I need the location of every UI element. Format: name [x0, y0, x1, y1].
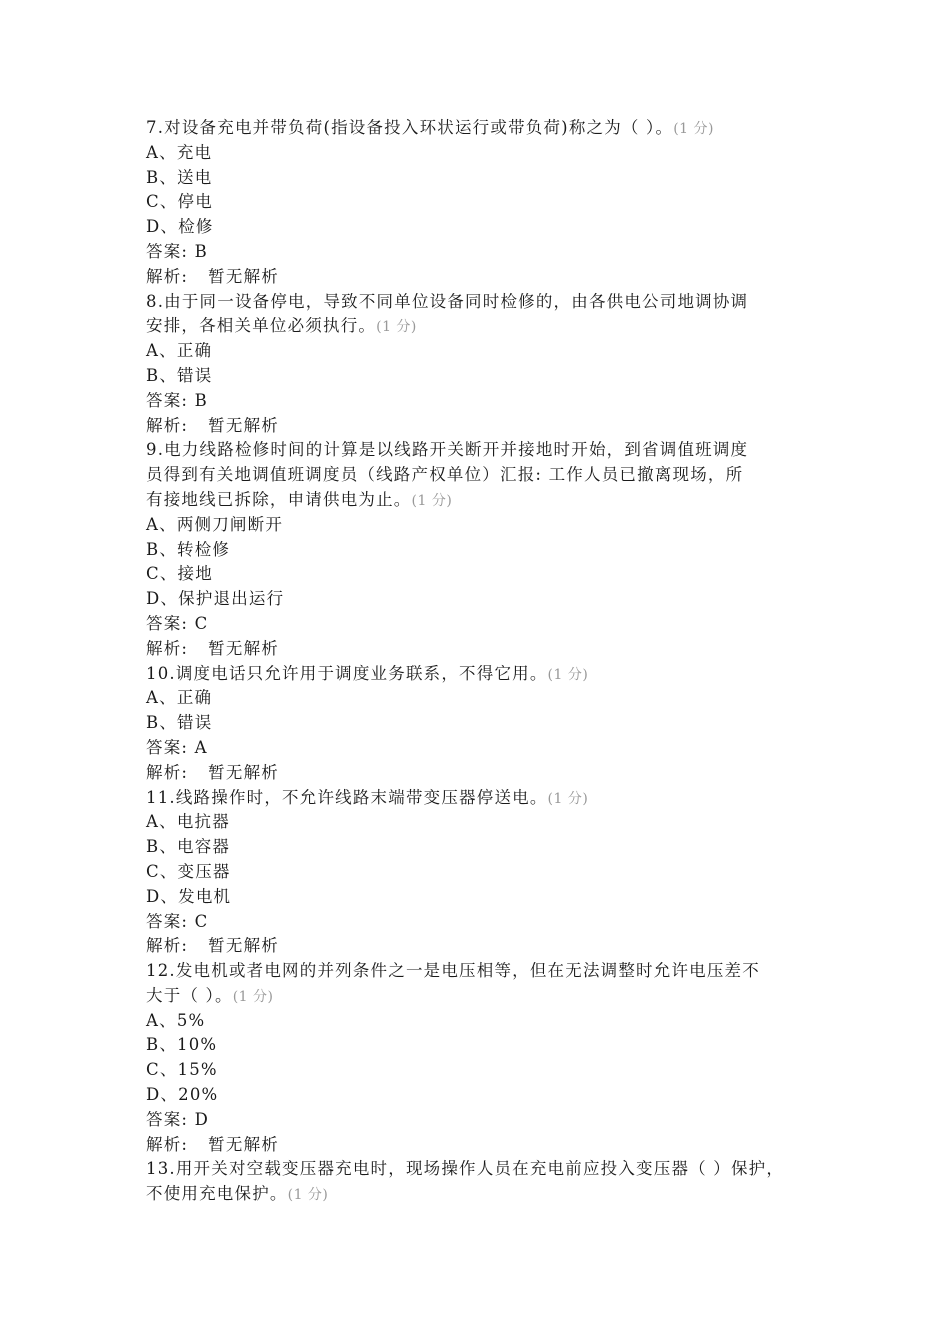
answer-option: B、10% — [146, 1035, 218, 1055]
answer-option: B、错误 — [146, 713, 213, 733]
question-stem-line — [146, 314, 816, 339]
question-stem-text: 员得到有关地调值班调度员（线路产权单位）汇报: 工作人员已撤离现场，所 — [146, 465, 744, 485]
question-score: (1 分) — [287, 1187, 329, 1204]
analysis-label: 解析: — [146, 762, 189, 782]
question-stem-text: 7.对设备充电并带负荷(指设备投入环状运行或带负荷)称之为（ ）。 — [146, 118, 674, 137]
analysis-text: 暂无解析 — [208, 1134, 279, 1154]
answer-option: C、变压器 — [146, 861, 231, 881]
answer-option: D、检修 — [146, 217, 214, 237]
question-stem-text: 不使用充电保护。 — [146, 1184, 288, 1204]
analysis-line — [146, 761, 816, 786]
question-score: (1 分) — [547, 666, 589, 683]
question-stem-line — [146, 116, 816, 141]
answer-key: 答案: C — [146, 911, 209, 931]
question-stem-text: 11.线路操作时，不允许线路末端带变压器停送电。 — [146, 787, 548, 807]
answer-option: A、电抗器 — [146, 812, 230, 832]
answer-option: B、错误 — [146, 365, 213, 385]
analysis-label: 解析: — [146, 266, 189, 286]
answer-option: D、20% — [146, 1085, 219, 1105]
question-stem-line — [146, 786, 816, 811]
answer-option: D、保护退出运行 — [146, 589, 285, 609]
analysis-text: 暂无解析 — [208, 762, 279, 782]
answer-key: 答案: B — [146, 241, 208, 261]
question-block — [146, 959, 816, 1157]
question-score: (1 分) — [376, 319, 417, 336]
answer-option: B、送电 — [146, 167, 213, 187]
analysis-text: 暂无解析 — [208, 415, 279, 435]
question-block — [146, 438, 816, 661]
question-block — [146, 662, 816, 786]
question-stem-line — [146, 438, 816, 463]
answer-option: A、正确 — [146, 341, 213, 361]
answer-option: A、正确 — [146, 688, 213, 708]
answer-option: A、充电 — [146, 142, 213, 162]
answer-option: B、转检修 — [146, 539, 231, 559]
question-stem-text: 12.发电机或者电网的并列条件之一是电压相等，但在无法调整时允许电压差不 — [146, 961, 760, 981]
analysis-text: 暂无解析 — [208, 936, 279, 956]
answer-option: C、15% — [146, 1060, 218, 1080]
question-block — [146, 290, 816, 439]
question-stem-text: 大于（ ）。 — [146, 985, 233, 1005]
question-stem-line — [146, 1182, 816, 1207]
analysis-label: 解析: — [146, 638, 189, 658]
analysis-line — [146, 1133, 816, 1158]
question-stem-line — [146, 290, 816, 315]
analysis-line — [146, 637, 816, 662]
question-block — [146, 786, 816, 960]
question-score: (1 分) — [232, 988, 274, 1005]
question-stem-text: 8.由于同一设备停电，导致不同单位设备同时检修的，由各供电公司地调协调 — [146, 291, 749, 311]
question-stem-text: 13.用开关对空载变压器充电时，现场操作人员在充电前应投入变压器（ ）保护， — [146, 1159, 785, 1179]
question-stem-line — [146, 959, 816, 984]
question-stem-text: 安排，各相关单位必须执行。 — [146, 316, 377, 336]
question-stem-line — [146, 662, 816, 687]
question-stem-line — [146, 488, 816, 513]
question-stem-text: 10.调度电话只允许用于调度业务联系，不得它用。 — [146, 663, 548, 683]
analysis-label: 解析: — [146, 936, 189, 956]
answer-option: A、两侧刀闸断开 — [146, 514, 284, 534]
question-block — [146, 116, 816, 290]
analysis-label: 解析: — [146, 1134, 189, 1154]
answer-option: A、5% — [146, 1010, 206, 1030]
question-stem-line — [146, 984, 816, 1009]
question-stem-line — [146, 463, 816, 488]
answer-option: C、停电 — [146, 192, 213, 212]
analysis-line — [146, 414, 816, 439]
answer-key: 答案: D — [146, 1109, 210, 1129]
answer-key: 答案: B — [146, 390, 208, 410]
answer-key: 答案: A — [146, 737, 208, 757]
answer-key: 答案: C — [146, 613, 209, 633]
question-score: (1 分) — [547, 790, 589, 807]
question-stem-text: 9.电力线路检修时间的计算是以线路开关断开并接地时开始，到省调值班调度 — [146, 440, 749, 460]
analysis-line — [146, 265, 816, 290]
question-score: (1 分) — [411, 492, 453, 509]
analysis-line — [146, 934, 816, 959]
answer-option: B、电容器 — [146, 837, 231, 857]
answer-option: C、接地 — [146, 564, 213, 584]
analysis-text: 暂无解析 — [208, 638, 279, 658]
document-page — [146, 116, 816, 1207]
question-stem-line — [146, 1157, 816, 1182]
question-block — [146, 1157, 816, 1207]
analysis-label: 解析: — [146, 415, 189, 435]
answer-option: D、发电机 — [146, 886, 232, 906]
analysis-text: 暂无解析 — [208, 266, 279, 286]
question-stem-text: 有接地线已拆除，申请供电为止。 — [146, 489, 412, 509]
question-score: (1 分) — [673, 121, 714, 137]
